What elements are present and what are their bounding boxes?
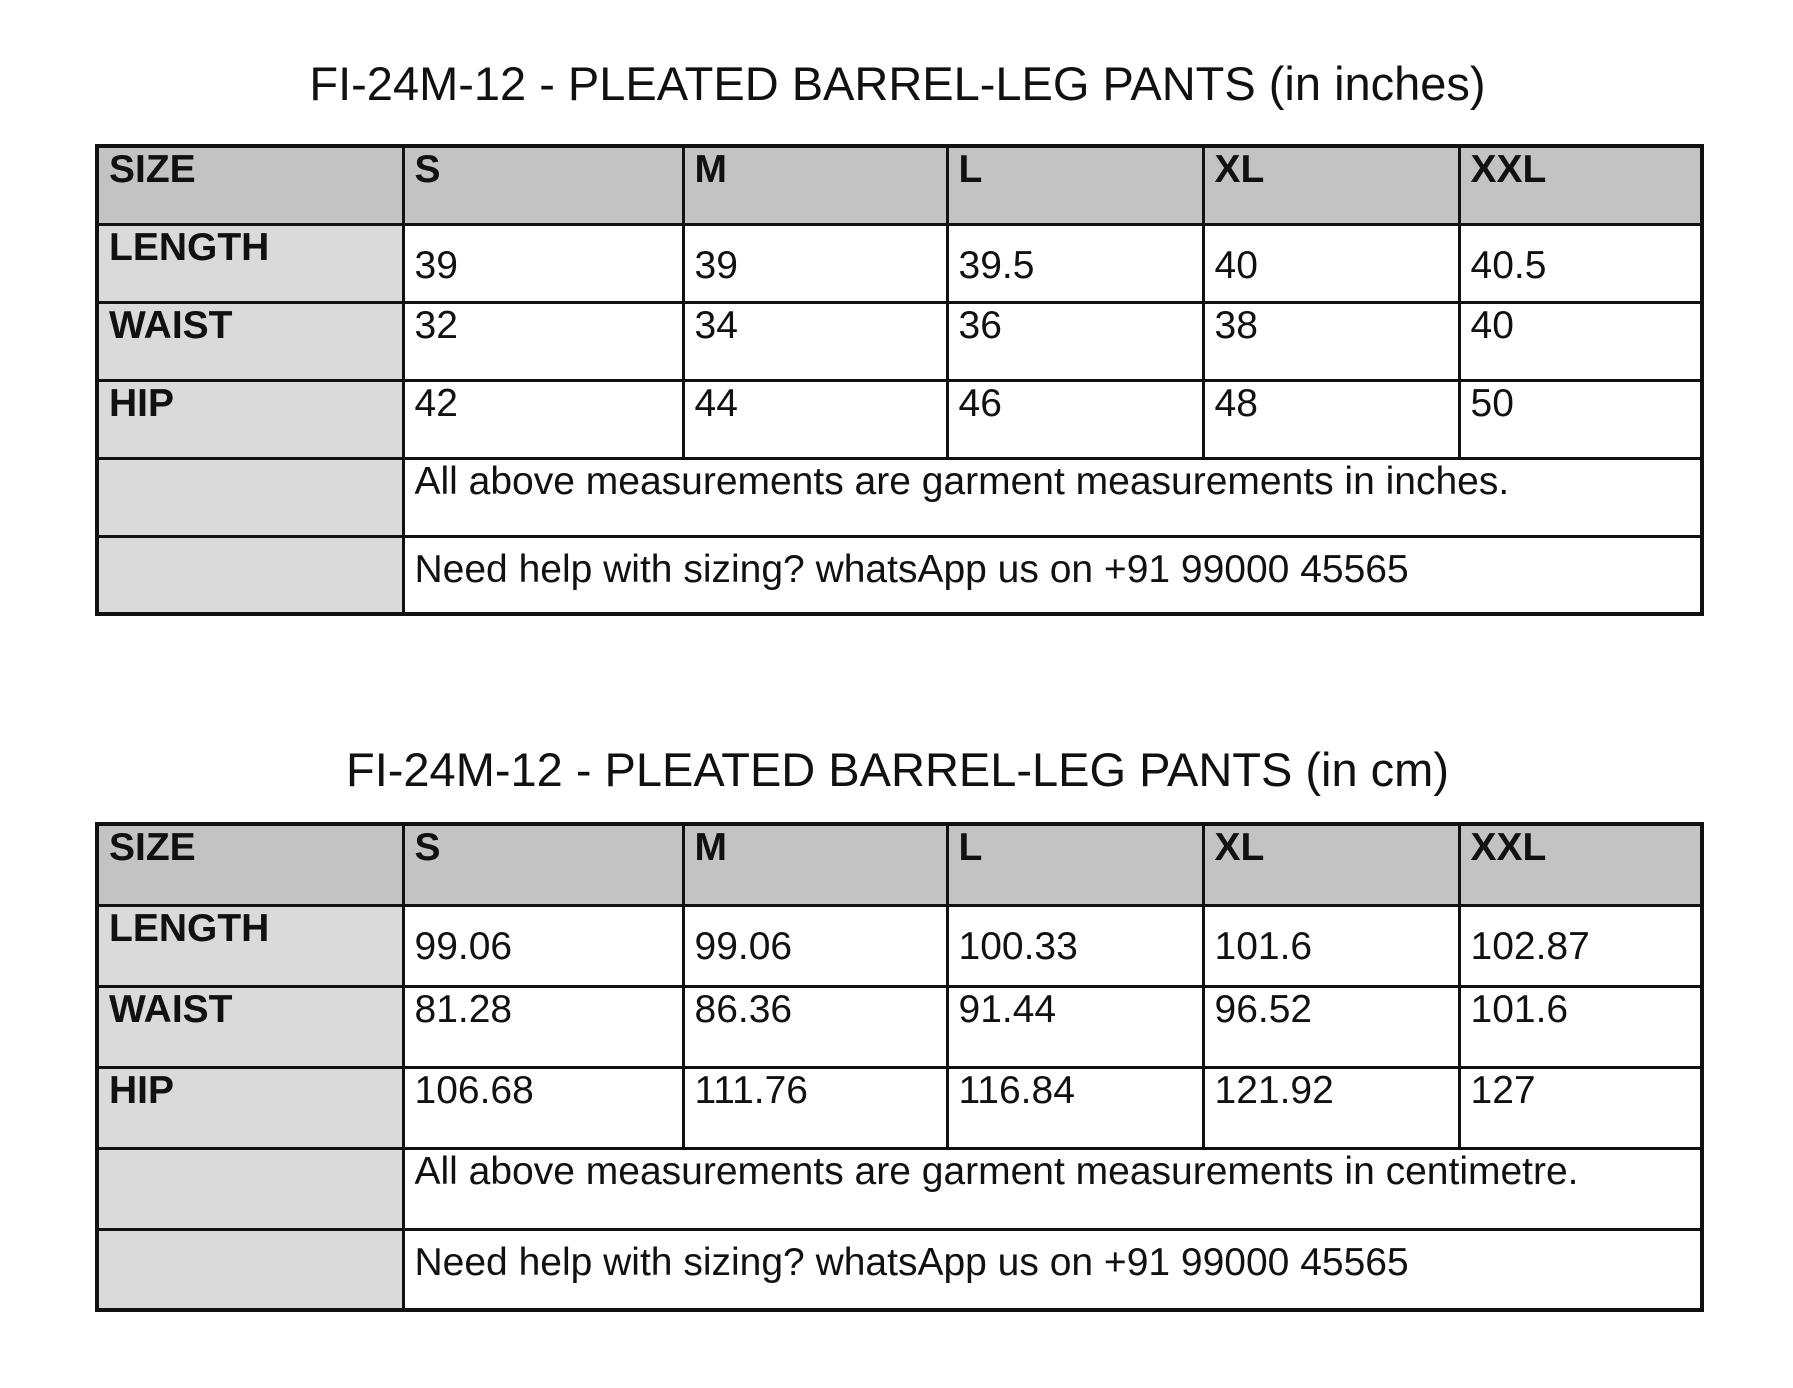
table-cell: 42 bbox=[403, 380, 683, 458]
table-header-row bbox=[97, 824, 1702, 905]
table-cell: 96.52 bbox=[1203, 986, 1459, 1067]
row-label-empty bbox=[97, 536, 403, 614]
table-row-waist bbox=[97, 986, 1702, 1067]
row-label-empty bbox=[97, 1148, 403, 1229]
table-cell: 46 bbox=[947, 380, 1203, 458]
row-label-length: LENGTH bbox=[97, 224, 403, 302]
header-s: S bbox=[403, 146, 683, 224]
table-cell: 99.06 bbox=[683, 905, 947, 986]
table-cell: 32 bbox=[403, 302, 683, 380]
measurement-note: All above measurements are garment measurements in centimetre. bbox=[403, 1148, 1702, 1229]
sizing-help-text: Need help with sizing? whatsApp us on +91 99000 45565 bbox=[403, 536, 1702, 614]
size-chart-inches bbox=[95, 52, 1700, 616]
measurement-note: All above measurements are garment measurements in inches. bbox=[403, 458, 1702, 536]
table-cell: 40 bbox=[1203, 224, 1459, 302]
table-row-length bbox=[97, 905, 1702, 986]
header-xl: XL bbox=[1203, 824, 1459, 905]
header-l: L bbox=[947, 824, 1203, 905]
table-cell: 81.28 bbox=[403, 986, 683, 1067]
row-label-waist: WAIST bbox=[97, 302, 403, 380]
row-label-length: LENGTH bbox=[97, 905, 403, 986]
row-label-hip: HIP bbox=[97, 380, 403, 458]
row-label-empty bbox=[97, 458, 403, 536]
table-cell: 44 bbox=[683, 380, 947, 458]
chart-title-cm: FI-24M-12 - PLEATED BARREL-LEG PANTS (in cm) bbox=[346, 743, 1449, 796]
table-cell: 127 bbox=[1459, 1067, 1702, 1148]
table-cell: 99.06 bbox=[403, 905, 683, 986]
table-cell: 39.5 bbox=[947, 224, 1203, 302]
table-cell: 39 bbox=[683, 224, 947, 302]
table-cell: 111.76 bbox=[683, 1067, 947, 1148]
header-m: M bbox=[683, 824, 947, 905]
table-header-row bbox=[97, 146, 1702, 224]
table-row-hip bbox=[97, 380, 1702, 458]
table-cell: 102.87 bbox=[1459, 905, 1702, 986]
size-table-cm bbox=[95, 822, 1704, 1312]
table-row-length bbox=[97, 224, 1702, 302]
table-row-note bbox=[97, 458, 1702, 536]
sizing-help-text: Need help with sizing? whatsApp us on +91 99000 45565 bbox=[403, 1229, 1702, 1310]
table-cell: 86.36 bbox=[683, 986, 947, 1067]
table-cell: 36 bbox=[947, 302, 1203, 380]
table-cell: 40 bbox=[1459, 302, 1702, 380]
row-label-hip: HIP bbox=[97, 1067, 403, 1148]
table-cell: 39 bbox=[403, 224, 683, 302]
header-xxl: XXL bbox=[1459, 146, 1702, 224]
table-row-hip bbox=[97, 1067, 1702, 1148]
header-m: M bbox=[683, 146, 947, 224]
table-cell: 116.84 bbox=[947, 1067, 1203, 1148]
chart-title-inches: FI-24M-12 - PLEATED BARREL-LEG PANTS (in inches) bbox=[309, 57, 1486, 110]
table-cell: 101.6 bbox=[1203, 905, 1459, 986]
table-cell: 100.33 bbox=[947, 905, 1203, 986]
table-cell: 34 bbox=[683, 302, 947, 380]
table-row-waist bbox=[97, 302, 1702, 380]
header-size: SIZE bbox=[97, 824, 403, 905]
table-cell: 40.5 bbox=[1459, 224, 1702, 302]
table-cell: 101.6 bbox=[1459, 986, 1702, 1067]
table-cell: 121.92 bbox=[1203, 1067, 1459, 1148]
table-row-note bbox=[97, 1148, 1702, 1229]
table-row-help bbox=[97, 536, 1702, 614]
size-chart-cm bbox=[95, 738, 1700, 1312]
row-label-waist: WAIST bbox=[97, 986, 403, 1067]
header-xl: XL bbox=[1203, 146, 1459, 224]
table-cell: 91.44 bbox=[947, 986, 1203, 1067]
table-cell: 106.68 bbox=[403, 1067, 683, 1148]
header-s: S bbox=[403, 824, 683, 905]
size-table-inches bbox=[95, 144, 1704, 616]
row-label-empty bbox=[97, 1229, 403, 1310]
table-row-help bbox=[97, 1229, 1702, 1310]
header-l: L bbox=[947, 146, 1203, 224]
header-xxl: XXL bbox=[1459, 824, 1702, 905]
table-cell: 50 bbox=[1459, 380, 1702, 458]
table-cell: 48 bbox=[1203, 380, 1459, 458]
header-size: SIZE bbox=[97, 146, 403, 224]
table-cell: 38 bbox=[1203, 302, 1459, 380]
